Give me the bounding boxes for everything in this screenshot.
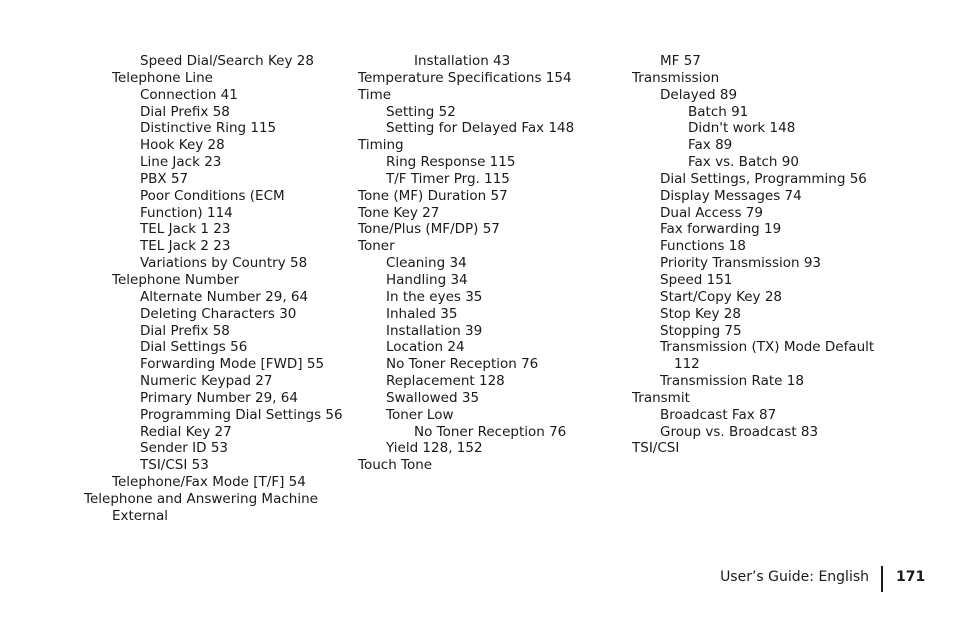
index-entry: Distinctive Ring 115 [140,120,277,137]
index-entry: Alternate Number 29, 64 [140,288,309,305]
index-entry: Toner Low [386,406,454,423]
index-entry: Ring Response 115 [386,154,516,171]
index-entry: Dial Prefix 58 [140,322,230,339]
index-entry: Broadcast Fax 87 [660,406,777,423]
index-entry: Start/Copy Key 28 [660,288,783,305]
index-entry: Dial Settings 56 [140,339,248,356]
index-entry: Fax 89 [688,137,733,154]
index-entry: Tone Key 27 [358,204,440,221]
index-entry: Dial Prefix 58 [140,103,230,120]
index-entry: Hook Key 28 [140,137,225,154]
index-entry: No Toner Reception 76 [386,356,539,373]
index-entry: Display Messages 74 [660,187,802,204]
index-entry: Replacement 128 [386,373,505,390]
index-entry: T/F Timer Prg. 115 [386,170,510,187]
index-entry: Functions 18 [660,238,746,255]
index-entry: Transmit [632,389,690,406]
index-entry: Transmission Rate 18 [660,373,804,390]
index-entry: Batch 91 [688,103,749,120]
index-entry: Touch Tone [358,457,433,474]
index-entry: Cleaning 34 [386,255,467,272]
index-entry: Telephone Number [112,271,240,288]
index-entry: Programming Dial Settings 56 [140,406,343,423]
index-entry: PBX 57 [140,170,189,187]
index-entry: Function) 114 [140,204,233,221]
index-entry: Primary Number 29, 64 [140,389,298,406]
index-entry: TEL Jack 2 23 [140,238,231,255]
index-entry: No Toner Reception 76 [414,423,567,440]
index-entry: Didn't work 148 [688,120,796,137]
index-entry: Transmission [632,69,720,86]
index-entry: Sender ID 53 [140,440,228,457]
index-entry: Dual Access 79 [660,204,763,221]
index-entry: Stopping 75 [660,322,742,339]
index-entry: Group vs. Broadcast 83 [660,423,819,440]
index-entry: Telephone and Answering Machine [84,490,318,507]
index-entry: Redial Key 27 [140,423,232,440]
index-entry: Setting for Delayed Fax 148 [386,120,575,137]
footer-divider [881,566,883,592]
index-entry: Dial Settings, Programming 56 [660,170,867,187]
index-entry: Telephone/Fax Mode [T/F] 54 [112,474,306,491]
index-entry: Fax forwarding 19 [660,221,782,238]
index-entry: Speed Dial/Search Key 28 [140,53,314,69]
index-entry: Installation 43 [414,53,511,69]
page-footer [0,566,954,592]
index-column-2 [358,53,574,474]
index-entry: Delayed 89 [660,86,738,103]
index-entry: TSI/CSI 53 [140,457,209,474]
index-entry: Handling 34 [386,271,468,288]
index-entry: Timing [358,137,404,154]
index-entry: Tone/Plus (MF/DP) 57 [358,221,500,238]
index-entry: Telephone Line [112,69,213,86]
index-entry: TSI/CSI [632,440,680,457]
index-entry: Speed 151 [660,271,733,288]
index-entry: Installation 39 [386,322,483,339]
index-entry: Line Jack 23 [140,154,222,171]
page-number: 171 [896,569,926,585]
index-column-1 [84,53,343,525]
index-entry: 112 [674,356,700,373]
index-entry: TEL Jack 1 23 [140,221,231,238]
index-entry: Inhaled 35 [386,305,458,322]
footer-label: User’s Guide: English [720,569,869,585]
index-entry: Poor Conditions (ECM [140,187,285,204]
index-entry: Toner [358,238,395,255]
index-entry: In the eyes 35 [386,288,483,305]
index-entry: Temperature Specifications 154 [358,69,572,86]
index-entry: MF 57 [660,53,701,69]
index-entry: Tone (MF) Duration 57 [358,187,508,204]
index-entry: Numeric Keypad 27 [140,373,273,390]
index-entry: Location 24 [386,339,465,356]
index-entry: Connection 41 [140,86,238,103]
index-entry: Stop Key 28 [660,305,741,322]
index-entry: Transmission (TX) Mode Default [660,339,875,356]
index-entry: Priority Transmission 93 [660,255,822,272]
index-entry: External [112,507,169,524]
index-column-3 [632,53,874,457]
index-entry: Swallowed 35 [386,389,480,406]
index-entry: Yield 128, 152 [386,440,483,457]
index-entry: Time [358,86,392,103]
index-entry: Fax vs. Batch 90 [688,154,799,171]
index-entry: Variations by Country 58 [140,255,308,272]
index-entry: Setting 52 [386,103,456,120]
index-entry: Forwarding Mode [FWD] 55 [140,356,325,373]
index-entry: Deleting Characters 30 [140,305,297,322]
